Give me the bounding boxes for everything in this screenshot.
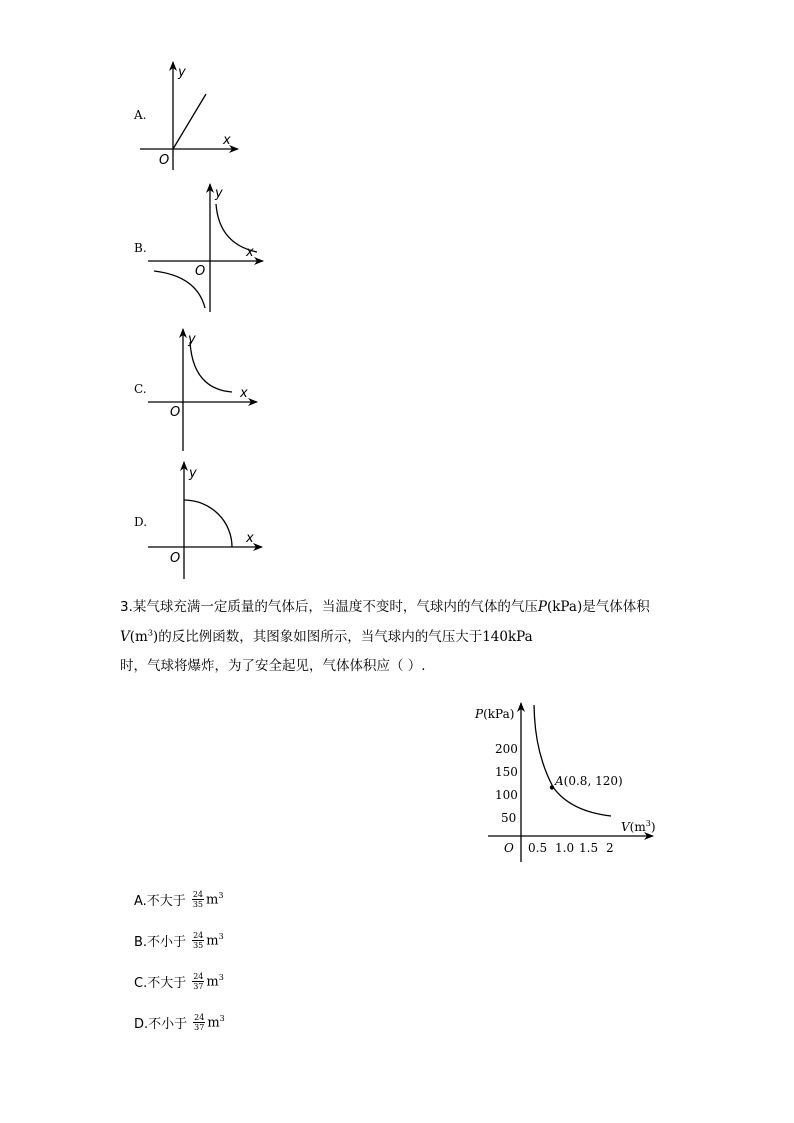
origin-label: O (170, 551, 181, 566)
x-label: x (240, 386, 248, 401)
x-tick-1.0: 1.0 (555, 841, 575, 855)
x-tick-1.5: 1.5 (579, 841, 599, 855)
pressure-volume-graph (470, 700, 670, 870)
option-c-label: C. (134, 382, 147, 396)
y-tick-200: 200 (495, 742, 518, 756)
v-axis-label: $V(m^3)$ (621, 819, 656, 834)
origin-label: O (504, 841, 514, 855)
y-tick-150: 150 (495, 765, 518, 779)
option-a-graph (140, 58, 250, 173)
y-label: y (188, 332, 196, 347)
y-tick-100: 100 (495, 788, 518, 802)
option-a-label: A. (134, 108, 147, 122)
y-label: y (178, 65, 186, 80)
x-tick-0.5: 0.5 (528, 841, 548, 855)
point-a-label: A(0.8, 120) (555, 774, 623, 788)
answer-d-fraction: $\frac{24}{37}$ (194, 1013, 205, 1032)
x-label: x (223, 133, 231, 148)
question-line-3: 时，气球将爆炸，为了安全起见，气体体积应（ ）. (120, 658, 426, 674)
hyperbola-branch-q1 (190, 342, 232, 392)
y-label: y (189, 466, 197, 481)
x-label: x (246, 245, 254, 260)
answer-a[interactable]: A.不大于 $\frac{24}{35}$ $m^3$ (134, 890, 224, 909)
quarter-circle (184, 500, 232, 547)
origin-label: O (195, 264, 206, 279)
point-a (550, 785, 554, 789)
answer-d[interactable]: D.不小于 $\frac{24}{37}$ $m^3$ (134, 1013, 225, 1032)
p-axis-label: P(kPa) (475, 707, 515, 721)
inverse-curve (534, 705, 611, 816)
option-d-label: D. (134, 515, 148, 529)
option-b-label: B. (134, 241, 147, 255)
origin-label: O (159, 153, 170, 168)
answer-c-fraction: $\frac{24}{37}$ (193, 972, 204, 991)
origin-label: O (170, 405, 181, 420)
y-tick-50: 50 (501, 811, 517, 825)
option-b-graph (145, 180, 270, 315)
y-label: y (215, 186, 223, 201)
answer-b-fraction: $\frac{24}{35}$ (193, 931, 204, 950)
line-through-origin (173, 94, 206, 149)
x-label: x (246, 531, 254, 546)
answer-c[interactable]: C.不大于 $\frac{24}{37}$ $m^3$ (134, 972, 224, 991)
question-line-1: 3.某气球充满一定质量的气体后，当温度不变时，气球内的气体的气压P(kPa)是气体体积 (120, 599, 650, 615)
option-d-graph (145, 458, 270, 583)
answer-b[interactable]: B.不小于 $\frac{24}{35}$ $m^3$ (134, 931, 224, 950)
option-c-graph (145, 325, 265, 455)
answer-a-fraction: $\frac{24}{35}$ (192, 890, 203, 909)
question-line-2: $V(m^3)$的反比例函数，其图象如图所示，当气球内的气压大于140kPa (120, 628, 533, 645)
x-tick-2: 2 (606, 841, 614, 855)
